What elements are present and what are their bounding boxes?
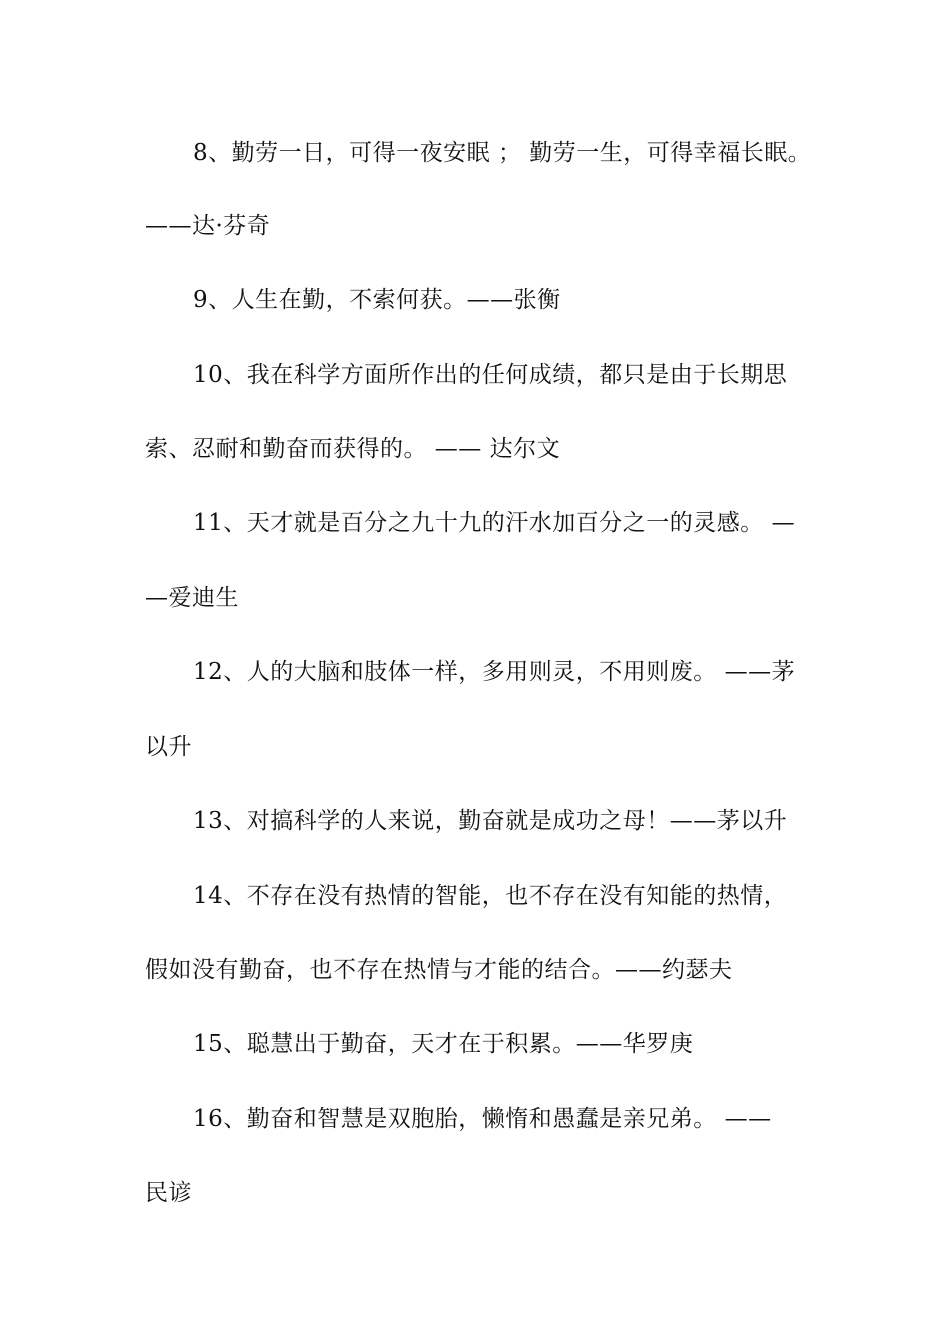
quote-11-line-1: 11、天才就是百分之九十九的汗水加百分之一的灵感。 — bbox=[193, 510, 796, 536]
quote-12-line-2: 以升 bbox=[145, 734, 192, 760]
quote-16-line-1: 16、勤奋和智慧是双胞胎，懒惰和愚蠢是亲兄弟。 —— bbox=[193, 1106, 772, 1132]
quote-8-line-2: ——达·芬奇 bbox=[145, 213, 271, 239]
quote-11-line-2: —爱迪生 bbox=[145, 585, 239, 611]
quote-12-line-1: 12、人的大脑和肢体一样，多用则灵，不用则废。 ——茅 bbox=[193, 659, 796, 685]
quote-13-line-1: 13、对搞科学的人来说，勤奋就是成功之母！——茅以升 bbox=[193, 808, 788, 834]
quote-14-line-1: 14、不存在没有热情的智能，也不存在没有知能的热情， bbox=[193, 883, 788, 909]
quote-14-line-2: 假如没有勤奋，也不存在热情与才能的结合。——约瑟夫 bbox=[145, 957, 733, 983]
quote-10-line-1: 10、我在科学方面所作出的任何成绩，都只是由于长期思 bbox=[193, 362, 788, 388]
quote-16-line-2: 民谚 bbox=[145, 1180, 192, 1206]
quote-10-line-2: 索、忍耐和勤奋而获得的。 —— 达尔文 bbox=[145, 436, 561, 462]
quote-8-line-1: 8、勤劳一日，可得一夜安眠 ； 勤劳一生，可得幸福长眠。 bbox=[193, 140, 812, 166]
quote-15-line-1: 15、聪慧出于勤奋，天才在于积累。——华罗庚 bbox=[193, 1031, 694, 1057]
quote-9-line-1: 9、人生在勤，不索何获。——张衡 bbox=[193, 287, 561, 313]
